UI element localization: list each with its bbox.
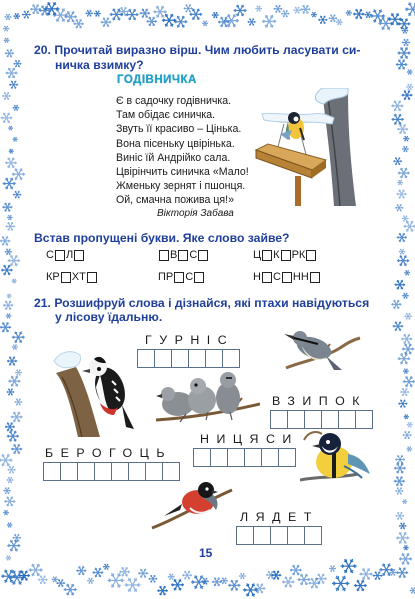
snowflake-icon — [13, 105, 20, 111]
blank-letter-box[interactable] — [282, 272, 292, 283]
snowflake-icon — [404, 414, 409, 419]
nuthatch-illustration — [280, 318, 364, 380]
poem-line: Цвірінчить синичка «Мало! — [116, 166, 249, 179]
fill-word-3 — [253, 249, 317, 261]
snowflake-icon — [365, 12, 372, 18]
snowflake-icon — [73, 19, 83, 28]
snowflake-icon — [2, 203, 12, 212]
snowflake-icon — [4, 38, 10, 43]
snowflake-icon — [262, 15, 276, 27]
snowflake-icon — [8, 376, 20, 387]
snowflake-icon — [318, 16, 327, 24]
snowflake-icon — [4, 14, 11, 20]
snowflake-icon — [64, 11, 77, 22]
snowflake-icon — [402, 215, 409, 221]
snowflake-icon — [138, 569, 148, 578]
snowflake-icon — [1, 113, 13, 123]
answer-letter-box[interactable] — [188, 349, 206, 368]
snowflake-icon — [255, 6, 262, 12]
snowflake-icon — [64, 584, 77, 595]
snowflake-icon — [101, 18, 112, 27]
snowflake-icon — [29, 564, 43, 576]
answer-letter-box[interactable] — [227, 448, 245, 467]
fill-word-5 — [158, 271, 205, 283]
blank-letter-box[interactable] — [178, 250, 188, 261]
snowflake-icon — [393, 157, 402, 165]
snowflake-icon — [397, 47, 410, 58]
snowflake-icon — [44, 2, 59, 15]
snowflake-icon — [124, 578, 140, 592]
blank-letter-box[interactable] — [159, 250, 169, 261]
poem-line: Ой, смачна пожива ця!» — [116, 194, 234, 207]
snowflake-icon — [7, 215, 13, 220]
snowflake-icon — [218, 17, 230, 27]
snowflake-icon — [315, 574, 327, 584]
snowflake-icon — [38, 575, 48, 583]
snowflake-icon — [405, 2, 415, 16]
snowflake-icon — [118, 7, 129, 16]
scrambled-word-1: ГУРНІС — [145, 333, 235, 347]
snowflake-icon — [402, 146, 409, 152]
snowflake-icon — [202, 21, 208, 26]
fill-task-title: Встав пропущені букви. Яке слово зайве? — [34, 231, 290, 245]
snowflake-icon — [22, 11, 31, 19]
titmouse-illustration — [300, 418, 376, 498]
blank-letter-box[interactable] — [87, 272, 97, 283]
snowflake-icon — [147, 17, 158, 26]
task-21-number: 21. — [34, 296, 51, 310]
snowflake-icon — [395, 487, 403, 494]
snowflake-icon — [149, 575, 158, 583]
task-21-title-line2: у лісову їдальню. — [55, 310, 163, 324]
letters: С — [189, 249, 198, 261]
snowflake-icon — [76, 566, 86, 575]
snowflake-icon — [254, 584, 265, 594]
snowflake-icon — [14, 399, 22, 406]
snowflake-icon — [394, 280, 405, 289]
answer-letter-box[interactable] — [244, 448, 262, 467]
answer-letter-box[interactable] — [137, 349, 155, 368]
snowflake-icon — [85, 10, 93, 17]
snowflake-icon — [239, 573, 246, 579]
snowflake-icon — [87, 578, 94, 584]
answer-boxes-1 — [137, 349, 240, 368]
task-21-title — [34, 296, 404, 311]
answer-letter-box[interactable] — [111, 462, 129, 481]
snowflake-icon — [406, 446, 412, 451]
snowflake-icon — [1, 265, 13, 275]
snowflake-icon — [5, 249, 12, 255]
snowflake-icon — [7, 294, 12, 298]
snowflake-icon — [162, 14, 177, 27]
snowflake-icon — [30, 4, 41, 14]
snowflake-icon — [401, 334, 412, 344]
snowflake-icon — [15, 370, 22, 376]
snowflake-icon — [402, 28, 409, 34]
snowflake-icon — [329, 14, 338, 22]
snowflake-icon — [0, 236, 10, 245]
snowflake-icon — [298, 574, 311, 585]
snowflake-icon — [379, 564, 393, 576]
snowflake-icon — [5, 222, 15, 230]
snowflake-icon — [103, 564, 110, 570]
snowflake-icon — [234, 5, 247, 16]
answer-letter-box[interactable] — [304, 526, 322, 545]
snowflake-icon — [7, 389, 15, 396]
answer-letter-box[interactable] — [278, 448, 296, 467]
letters: К — [273, 249, 280, 261]
snowflake-icon — [403, 545, 409, 550]
task-21-title-line1: Розшифруй слова і дізнайся, які птахи навідуються — [54, 296, 370, 310]
snowflake-icon — [399, 553, 412, 564]
snowflake-icon — [359, 568, 372, 580]
snowflake-icon — [184, 4, 193, 12]
snowflake-icon — [396, 567, 408, 577]
snowflake-icon — [174, 16, 187, 28]
snowflake-icon — [247, 18, 255, 25]
letters: Н — [253, 271, 261, 283]
blank-letter-box[interactable] — [262, 272, 272, 283]
snowflake-icon — [311, 12, 317, 17]
snowflake-icon — [394, 476, 405, 486]
snowflake-icon — [398, 168, 410, 178]
answer-letter-box[interactable] — [77, 462, 95, 481]
snowflake-icon — [402, 90, 413, 100]
blank-letter-box[interactable] — [61, 272, 71, 283]
blank-letter-box[interactable] — [310, 272, 320, 283]
snowflake-icon — [94, 11, 101, 17]
snowflake-icon — [403, 369, 409, 374]
snowflake-icon — [5, 68, 17, 78]
answer-letter-box[interactable] — [128, 462, 146, 481]
answer-letter-box[interactable] — [171, 349, 189, 368]
snowflake-icon — [332, 576, 350, 591]
fill-word-4 — [46, 271, 98, 283]
snowflake-icon — [6, 556, 12, 561]
letters: С — [46, 249, 54, 261]
snowflake-icon — [7, 540, 20, 551]
snowflake-icon — [398, 353, 411, 364]
snowflake-icon — [395, 512, 404, 520]
snowflake-icon — [5, 49, 14, 57]
snowflake-icon — [7, 523, 13, 528]
snowflake-icon — [398, 18, 410, 29]
snowflake-icon — [397, 180, 403, 185]
snowflake-icon — [0, 454, 13, 466]
snowflake-icon — [9, 81, 18, 89]
sparrows-illustration — [156, 370, 260, 432]
snowflake-icon — [12, 168, 25, 180]
fill-word-6 — [253, 271, 321, 283]
snowflake-icon — [394, 463, 406, 473]
snowflake-icon — [403, 376, 415, 387]
snowflake-icon — [3, 487, 10, 493]
page-number: 15 — [199, 546, 213, 560]
snowflake-icon — [290, 565, 302, 575]
snowflake-icon — [271, 571, 281, 580]
snowflake-icon — [395, 455, 405, 464]
snowflake-icon — [407, 422, 413, 427]
blank-letter-box[interactable] — [194, 272, 204, 283]
snowflake-icon — [4, 497, 15, 507]
snowflake-icon — [93, 568, 104, 577]
snowflake-icon — [12, 279, 17, 283]
fill-word-1 — [46, 249, 85, 261]
snowflake-icon — [171, 579, 184, 590]
snowflake-icon — [13, 137, 18, 142]
snowflake-icon — [157, 586, 168, 595]
snowflake-icon — [389, 569, 396, 575]
snowflake-icon — [406, 84, 413, 90]
feeder-titmouse-illustration — [252, 88, 362, 206]
snowflake-icon — [12, 344, 18, 349]
snowflake-icon — [13, 60, 21, 67]
snowflake-icon — [189, 9, 202, 20]
snowflake-icon — [373, 571, 383, 579]
snowflake-icon — [168, 574, 175, 580]
snowflake-icon — [3, 178, 16, 189]
task-20-title-line2: ничка взимку? — [55, 58, 144, 72]
snowflake-icon — [1, 570, 16, 583]
snowflake-icon — [396, 60, 408, 70]
snowflake-icon — [293, 7, 301, 14]
answer-letter-box[interactable] — [43, 462, 61, 481]
snowflake-icon — [7, 431, 19, 442]
task-20-number: 20. — [34, 43, 51, 57]
blank-letter-box[interactable] — [55, 250, 65, 261]
poem-line: Жменьку зернят і пшонця. — [116, 180, 246, 193]
blank-letter-box[interactable] — [174, 272, 184, 283]
snowflake-icon — [404, 313, 412, 320]
snowflake-icon — [243, 583, 258, 596]
task-20-title — [34, 43, 394, 58]
snowflake-icon — [402, 431, 411, 439]
letters: Ц — [253, 249, 262, 261]
poem-text — [116, 94, 249, 208]
snowflake-icon — [395, 204, 403, 211]
answer-letter-box[interactable] — [205, 349, 223, 368]
snowflake-icon — [281, 10, 289, 17]
snowflake-icon — [182, 571, 192, 580]
snowflake-icon — [300, 5, 310, 14]
snowflake-icon — [388, 13, 402, 25]
blank-letter-box[interactable] — [306, 250, 316, 261]
answer-letter-box[interactable] — [154, 349, 172, 368]
snowflake-icon — [402, 39, 410, 46]
snowflake-icon — [403, 136, 409, 141]
snowflake-icon — [397, 233, 407, 242]
snowflake-icon — [53, 8, 69, 21]
snowflake-icon — [13, 191, 21, 198]
snowflake-icon — [392, 114, 404, 125]
snowflake-icon — [410, 587, 415, 593]
snowflake-icon — [341, 559, 357, 573]
answer-letter-box[interactable] — [253, 526, 271, 545]
snowflake-icon — [398, 400, 407, 408]
snowflake-icon — [212, 578, 222, 587]
snowflake-icon — [402, 499, 407, 504]
snowflake-icon — [52, 577, 58, 583]
snowflake-icon — [0, 322, 11, 332]
snowflake-icon — [191, 575, 206, 588]
answer-boxes-5 — [236, 526, 322, 545]
snowflake-icon — [3, 301, 13, 310]
letters: ХТ — [71, 271, 86, 283]
snowflake-icon — [11, 444, 22, 454]
fill-word-2 — [158, 249, 209, 261]
snowflake-icon — [39, 6, 51, 16]
snowflake-icon — [8, 255, 21, 266]
snowflake-icon — [7, 357, 17, 366]
snowflake-icon — [9, 570, 26, 584]
snowflake-icon — [220, 578, 227, 584]
snowflake-icon — [399, 249, 406, 255]
task-20-title-line1: Прочитай виразно вірш. Чим любить ласувати си- — [54, 43, 361, 57]
answer-boxes-3 — [193, 448, 296, 467]
snowflake-icon — [153, 6, 166, 18]
letters: НН — [292, 271, 309, 283]
snowflake-icon — [119, 567, 130, 576]
answer-letter-box[interactable] — [261, 448, 279, 467]
poem-line: Є в садочку годівничка. — [116, 95, 232, 107]
snowflake-icon — [308, 578, 320, 588]
blank-letter-box[interactable] — [262, 250, 272, 261]
snowflake-icon — [6, 313, 12, 318]
answer-letter-box[interactable] — [60, 462, 78, 481]
snowflake-icon — [8, 126, 13, 130]
snowflake-icon — [282, 577, 294, 588]
snowflake-icon — [107, 573, 124, 588]
letters: КР — [46, 271, 60, 283]
snowflake-icon — [3, 26, 9, 31]
snowflake-icon — [3, 510, 9, 515]
snowflake-icon — [212, 12, 219, 18]
poem-line: Виніс їй Андрійко сала. — [116, 151, 231, 164]
poem-title: ГОДІВНИЧКА — [117, 74, 197, 86]
blank-letter-box[interactable] — [74, 250, 84, 261]
snowflake-icon — [396, 532, 409, 543]
scrambled-word-2: ВЗИПОК — [272, 394, 368, 408]
snowflake-icon — [274, 5, 283, 13]
snowflake-icon — [391, 101, 403, 112]
letters: С — [185, 271, 194, 283]
snowflake-icon — [6, 477, 13, 483]
answer-letter-box[interactable] — [287, 526, 305, 545]
snowflake-icon — [407, 69, 413, 74]
snowflake-icon — [56, 579, 65, 587]
snowflake-icon — [397, 255, 409, 266]
snowflake-icon — [12, 534, 21, 541]
snowflake-icon — [329, 566, 336, 572]
snowflake-icon — [201, 578, 209, 585]
scrambled-word-4: БЕРОГОЦЬ — [45, 446, 172, 460]
letters: ПР — [158, 271, 174, 283]
snowflake-icon — [378, 17, 393, 30]
answer-letter-box[interactable] — [193, 448, 211, 467]
snowflake-icon — [399, 523, 406, 529]
snowflake-icon — [5, 158, 17, 168]
letters: С — [272, 271, 281, 283]
letters: В — [170, 249, 178, 261]
letters: Л — [65, 249, 74, 261]
blank-letter-box[interactable] — [198, 250, 208, 261]
snowflake-icon — [266, 571, 275, 579]
snowflake-icon — [110, 9, 124, 21]
answer-letter-box[interactable] — [236, 526, 254, 545]
scrambled-word-5: ЛЯДЕТ — [240, 510, 319, 524]
snowflake-icon — [11, 412, 23, 422]
snowflake-icon — [346, 10, 352, 15]
snowflake-icon — [2, 92, 11, 100]
snowflake-icon — [7, 466, 15, 473]
snowflake-icon — [224, 14, 239, 27]
snowflake-icon — [403, 221, 415, 232]
snowflake-icon — [126, 9, 139, 20]
snowflake-icon — [370, 9, 385, 22]
poem-line: Там обідає синичка. — [116, 109, 216, 122]
poem-author: Вікторія Забава — [157, 208, 234, 219]
answer-letter-box[interactable] — [270, 410, 288, 429]
snowflake-icon — [397, 124, 408, 134]
letters: РК — [291, 249, 306, 261]
blank-letter-box[interactable] — [281, 250, 291, 261]
answer-letter-box[interactable] — [210, 448, 228, 467]
snowflake-icon — [396, 190, 406, 199]
snowflake-icon — [400, 388, 409, 396]
bullfinch-illustration — [150, 474, 234, 532]
snowflake-icon — [5, 422, 15, 431]
snowflake-icon — [228, 580, 240, 591]
answer-letter-box[interactable] — [94, 462, 112, 481]
snowflake-icon — [13, 13, 20, 19]
poem-line: Звуть її красиво – Цінька. — [116, 123, 242, 136]
snowflake-icon — [9, 149, 14, 153]
answer-letter-box[interactable] — [222, 349, 240, 368]
snowflake-icon — [18, 571, 30, 581]
snowflake-icon — [353, 9, 364, 19]
snowflake-icon — [393, 322, 404, 331]
snowflake-icon — [12, 332, 25, 343]
poem-line: Вона пісеньку цвірінька. — [116, 137, 235, 150]
snowflake-icon — [402, 344, 414, 355]
snowflake-icon — [354, 580, 367, 591]
scrambled-word-3: НИЦЯСИ — [200, 432, 299, 446]
woodpecker-illustration — [52, 345, 138, 437]
snowflake-icon — [140, 9, 150, 18]
answer-letter-box[interactable] — [270, 526, 288, 545]
snowflake-icon — [404, 270, 410, 275]
snowflake-icon — [336, 19, 343, 25]
